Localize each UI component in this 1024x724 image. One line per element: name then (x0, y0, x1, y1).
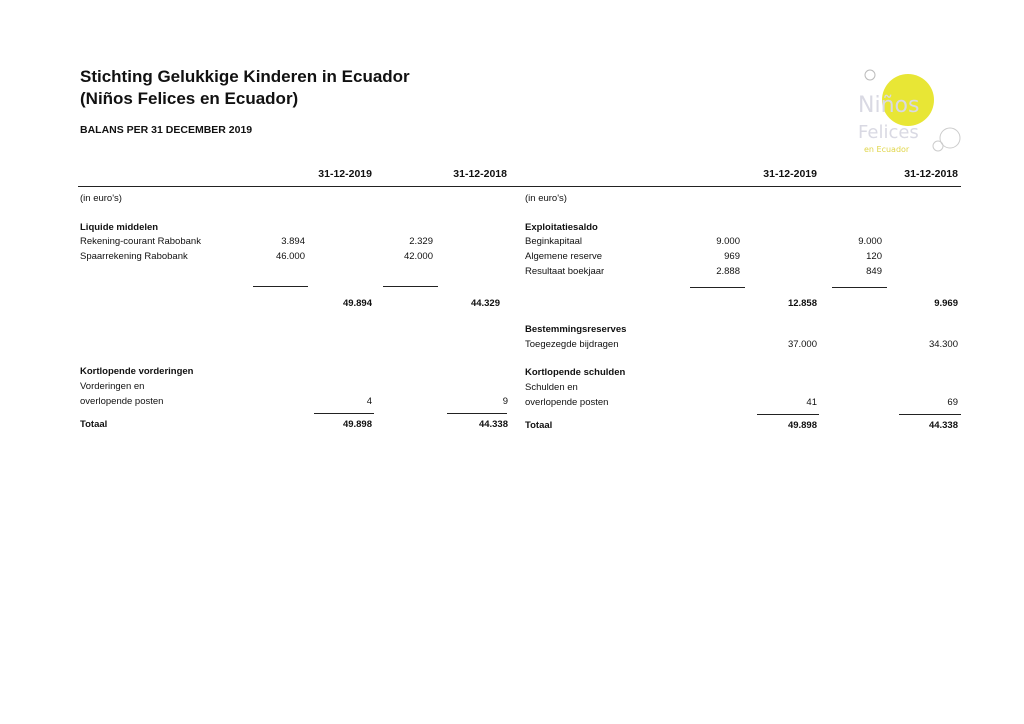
exploitatie-row-v2019: 9.000 (716, 236, 740, 247)
exploitatie-row-v2019: 969 (724, 251, 740, 262)
exploitatie-row-v2018: 120 (866, 251, 882, 262)
total-rule (314, 413, 374, 414)
bestemming-label: Toegezegde bijdragen (525, 339, 619, 350)
left-col-2018: 31-12-2018 (453, 168, 507, 180)
ninos-felices-logo (850, 60, 965, 160)
header-rule (78, 186, 961, 187)
logo-text-en-ecuador: en Ecuador (864, 145, 910, 154)
bestemming-v2018: 34.300 (928, 339, 958, 350)
right-total-2019: 49.898 (787, 420, 817, 431)
logo-text-felices: Felices (858, 122, 919, 143)
org-title: Stichting Gelukkige Kinderen in Ecuador (80, 67, 410, 86)
liquide-row-label: Spaarrekening Rabobank (80, 251, 188, 262)
total-rule (899, 414, 961, 415)
logo-text-ninos: Niños (858, 93, 920, 118)
right-col-2018: 31-12-2018 (904, 168, 958, 180)
vorderingen-label-line2: overlopende posten (80, 396, 164, 407)
vorderingen-heading: Kortlopende vorderingen (80, 366, 194, 377)
right-total-2018: 44.338 (928, 420, 958, 431)
left-unit: (in euro's) (80, 193, 122, 204)
liquide-heading: Liquide middelen (80, 222, 159, 233)
subtotal-rule (383, 286, 438, 287)
total-rule (447, 413, 507, 414)
bestemming-heading: Bestemmingsreserves (525, 324, 627, 335)
schulden-v2018: 69 (947, 397, 958, 408)
right-unit: (in euro's) (525, 193, 567, 204)
subtotal-rule (253, 286, 308, 287)
exploitatie-row-label: Beginkapitaal (525, 236, 583, 247)
right-total-label: Totaal (525, 420, 553, 431)
liquide-row-v2018: 42.000 (403, 251, 433, 262)
schulden-heading: Kortlopende schulden (525, 367, 626, 378)
left-col-2019: 31-12-2019 (318, 168, 372, 180)
liquide-total-2018: 44.329 (470, 298, 500, 309)
right-col-2019: 31-12-2019 (763, 168, 817, 180)
vorderingen-v2018: 9 (502, 396, 508, 407)
bestemming-v2019: 37.000 (787, 339, 817, 350)
schulden-label-line1: Schulden en (525, 382, 578, 393)
liquide-row-v2019: 3.894 (281, 236, 305, 247)
schulden-label-line2: overlopende posten (525, 397, 609, 408)
exploitatie-row-label: Algemene reserve (525, 251, 603, 262)
exploitatie-row-v2018: 849 (866, 266, 882, 277)
exploitatie-row-v2018: 9.000 (858, 236, 882, 247)
exploitatie-row-v2019: 2.888 (716, 266, 740, 277)
exploitatie-total-2019: 12.858 (787, 298, 817, 309)
total-rule (757, 414, 819, 415)
liquide-total-2019: 49.894 (342, 298, 372, 309)
liquide-row-v2019: 46.000 (275, 251, 305, 262)
org-subtitle: (Niños Felices en Ecuador) (80, 89, 299, 108)
liquide-row-v2018: 2.329 (409, 236, 433, 247)
left-total-label: Totaal (80, 419, 108, 430)
exploitatie-row-label: Resultaat boekjaar (525, 266, 605, 277)
exploitatie-heading: Exploitatiesaldo (525, 222, 598, 233)
exploitatie-total-2018: 9.969 (934, 298, 958, 309)
page-title: BALANS PER 31 DECEMBER 2019 (80, 124, 253, 136)
vorderingen-v2019: 4 (366, 396, 372, 407)
liquide-row-label: Rekening-courant Rabobank (80, 236, 201, 247)
schulden-v2019: 41 (806, 397, 817, 408)
vorderingen-label-line1: Vorderingen en (80, 381, 145, 392)
left-total-2018: 44.338 (478, 419, 508, 430)
subtotal-rule (832, 287, 887, 288)
left-total-2019: 49.898 (342, 419, 372, 430)
subtotal-rule (690, 287, 745, 288)
